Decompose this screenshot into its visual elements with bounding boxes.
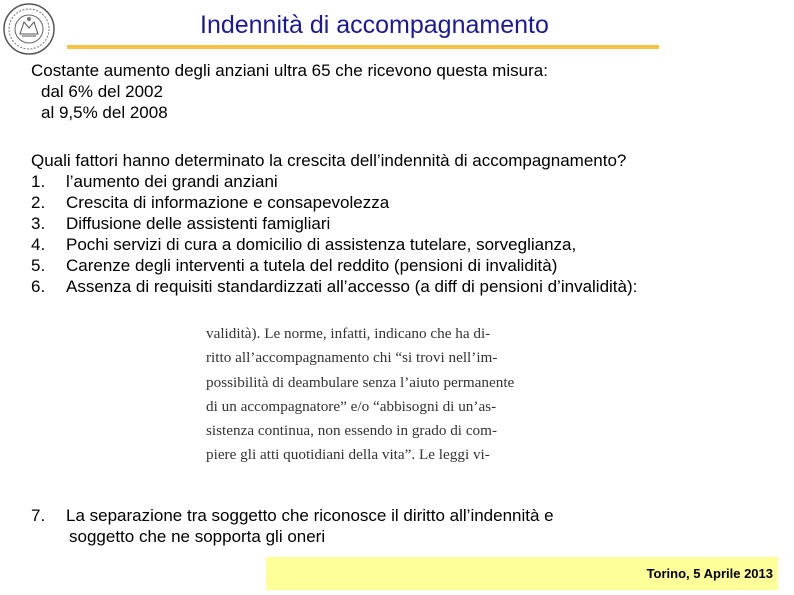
excerpt-line: sistenza continua, non essendo in grado di com- (206, 422, 498, 440)
intro-line: Costante aumento degli anziani ultra 65 che ricevono questa misura: (31, 61, 548, 80)
university-seal-icon (2, 2, 56, 56)
list-item (31, 213, 637, 234)
list-item-text: Pochi servizi di cura a domicilio di assistenza tutelare, sorveglianza, (66, 235, 577, 254)
list-item (31, 234, 637, 255)
list-item-number: 7. (31, 506, 46, 525)
scanned-excerpt (206, 322, 558, 470)
excerpt-line: possibilità di deambulare senza l’aiuto permanente (206, 373, 515, 391)
intro-stat-2002: dal 6% del 2002 (41, 82, 163, 101)
list-item-number: 6. (31, 277, 46, 296)
excerpt-line: di un accompagnatore” e/o “abbisogni di un’as- (206, 397, 497, 415)
factors-section (31, 150, 637, 297)
list-item (31, 255, 637, 276)
excerpt-line: ritto all’accompagnamento chi “si trovi nell’im- (206, 349, 498, 367)
list-item-text: Diffusione delle assistenti famigliari (66, 214, 331, 233)
intro-paragraph (31, 60, 548, 123)
list-item-7 (31, 505, 554, 547)
list-item-text: La separazione tra soggetto che riconosce il diritto all’indennità e (66, 506, 554, 525)
list-item-text: l’aumento dei grandi anziani (66, 172, 278, 191)
excerpt-line: validità). Le norme, infatti, indicano che ha di- (206, 325, 491, 342)
intro-stat-2008: al 9,5% del 2008 (41, 103, 168, 122)
list-item-number: 5. (31, 256, 46, 275)
list-item-number: 2. (31, 193, 46, 212)
list-item-text: Crescita di informazione e consapevolezza (66, 193, 390, 212)
list-item-text: Assenza di requisiti standardizzati all’accesso (a diff di pensioni d’invalidità): (66, 277, 638, 296)
list-item-number: 4. (31, 235, 46, 254)
title-underline (67, 45, 659, 49)
excerpt-line: piere gli atti quotidiani della vita”. Le leggi vi- (206, 446, 490, 464)
footer-date: Torino, 5 Aprile 2013 (646, 566, 773, 581)
factors-question: Quali fattori hanno determinato la crescita dell’indennità di accompagnamento? (31, 151, 627, 170)
list-item-text: Carenze degli interventi a tutela del reddito (pensioni di invalidità) (66, 256, 558, 275)
list-item-number: 1. (31, 172, 46, 191)
list-item (31, 171, 637, 192)
list-item (31, 192, 637, 213)
list-item (31, 276, 637, 297)
page-title: Indennità di accompagnamento (200, 11, 549, 39)
list-item-text-continued: soggetto che ne sopporta gli oneri (69, 527, 326, 546)
footer-bar (266, 557, 778, 590)
list-item-number: 3. (31, 214, 46, 233)
